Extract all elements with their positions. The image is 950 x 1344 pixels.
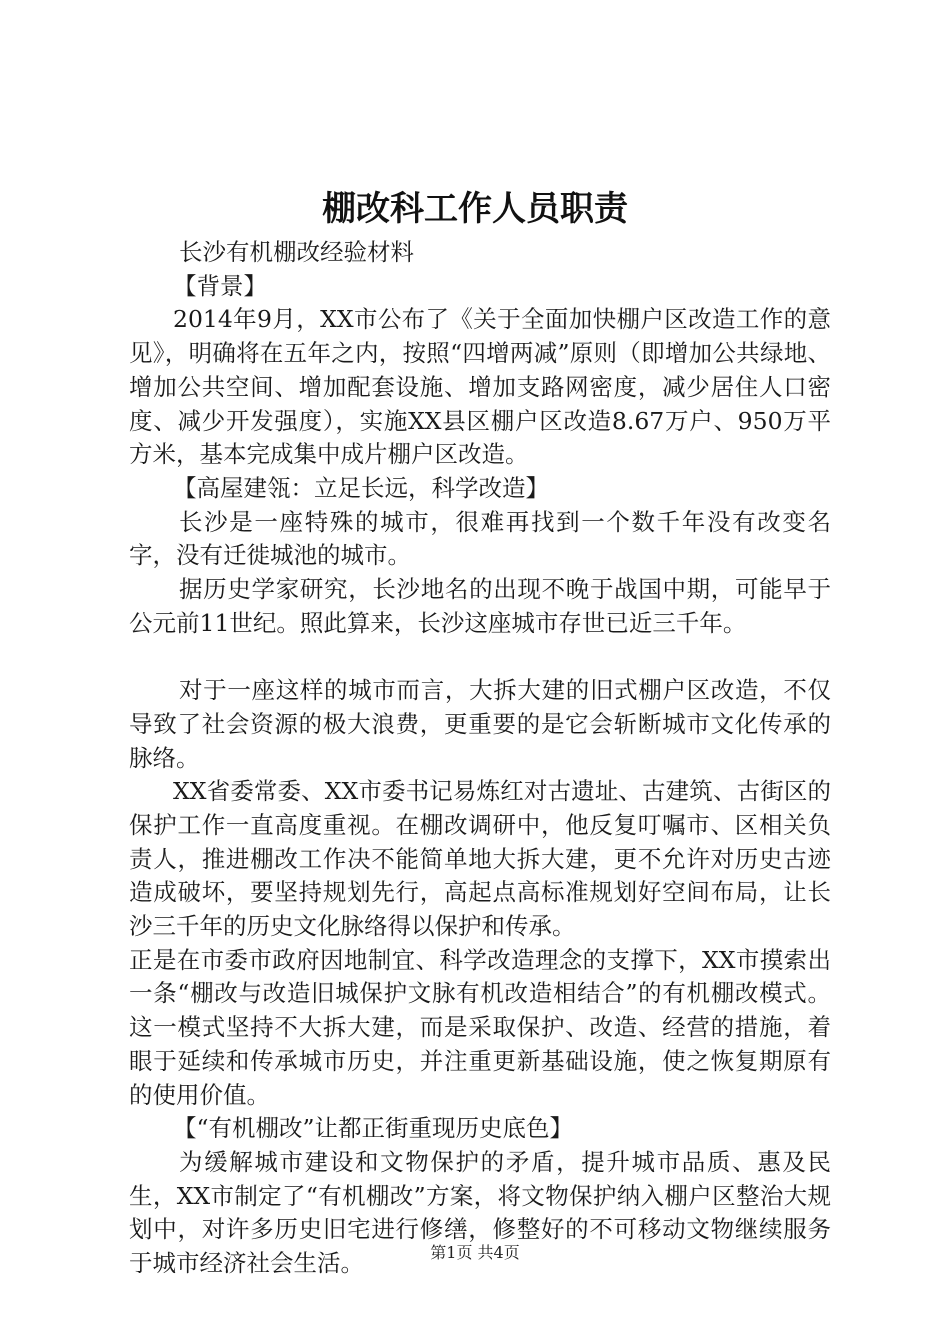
section-heading-strategy: 【高屋建瓴：立足长远，科学改造】	[173, 473, 549, 502]
paragraph-history: 据历史学家研究，长沙地名的出现不晚于战国中期，可能早于公元前11世纪。照此算来，长沙这座城市存世已近三千年。	[129, 575, 831, 637]
paragraph-background: 2014年9月，XX市公布了《关于全面加快棚户区改造工作的意见》，明确将在五年之内，按照“四增两减”原则（即增加公共绿地、增加公共空间、增加配套设施、增加支路网密度，减少居住人口密度、减少开发强度），实施XX县区棚户区改造8.67万户、950万平方米，基本完成集中成片棚户区改造。	[129, 305, 831, 469]
page-footer: 第1页 共4页	[430, 1243, 520, 1262]
subtitle: 长沙有机棚改经验材料	[179, 238, 414, 266]
paragraph-demolition: 对于一座这样的城市而言，大拆大建的旧式棚户区改造，不仅导致了社会资源的极大浪费，更重要的是它会斩断城市文化传承的脉络。	[129, 676, 831, 772]
document-title: 棚改科工作人员职责	[322, 189, 628, 229]
document-body	[129, 236, 831, 1281]
paragraph-organic-model: 正是在市委市政府因地制宜、科学改造理念的支撑下，XX市摸索出一条“棚改与改造旧城保护文脉有机改造相结合”的有机棚改模式。这一模式坚持不大拆大建，而是采取保护、改造、经营的措施，着眼于延续和传承城市历史，并注重更新基础设施，使之恢复期原有的使用价值。	[129, 945, 831, 1109]
section-heading-background: 【背景】	[173, 271, 267, 300]
paragraph-city-name: 长沙是一座特殊的城市，很难再找到一个数千年没有改变名字，没有迁徙城池的城市。	[129, 507, 831, 570]
paragraph-leadership: XX省委常委、XX市委书记易炼红对古遗址、古建筑、古街区的保护工作一直高度重视。在棚改调研中，他反复叮嘱市、区相关负责人，推进棚改工作决不能简单地大拆大建，更不允许对历史古迹造成破坏，要坚持规划先行，高起点高标准规划好空间布局，让长沙三千年的历史文化脉络得以保护和传承。	[129, 777, 831, 941]
section-heading-duzheng-street: 【“有机棚改”让都正街重现历史底色】	[173, 1114, 574, 1143]
paragraph-gap	[129, 640, 831, 674]
paragraph-protection-plan: 为缓解城市建设和文物保护的矛盾，提升城市品质、惠及民生，XX市制定了“有机棚改”方案，将文物保护纳入棚户区整治大规划中，对许多历史旧宅进行修缮，修整好的不可移动文物继续服务于城市经济社会生活。	[129, 1147, 831, 1278]
